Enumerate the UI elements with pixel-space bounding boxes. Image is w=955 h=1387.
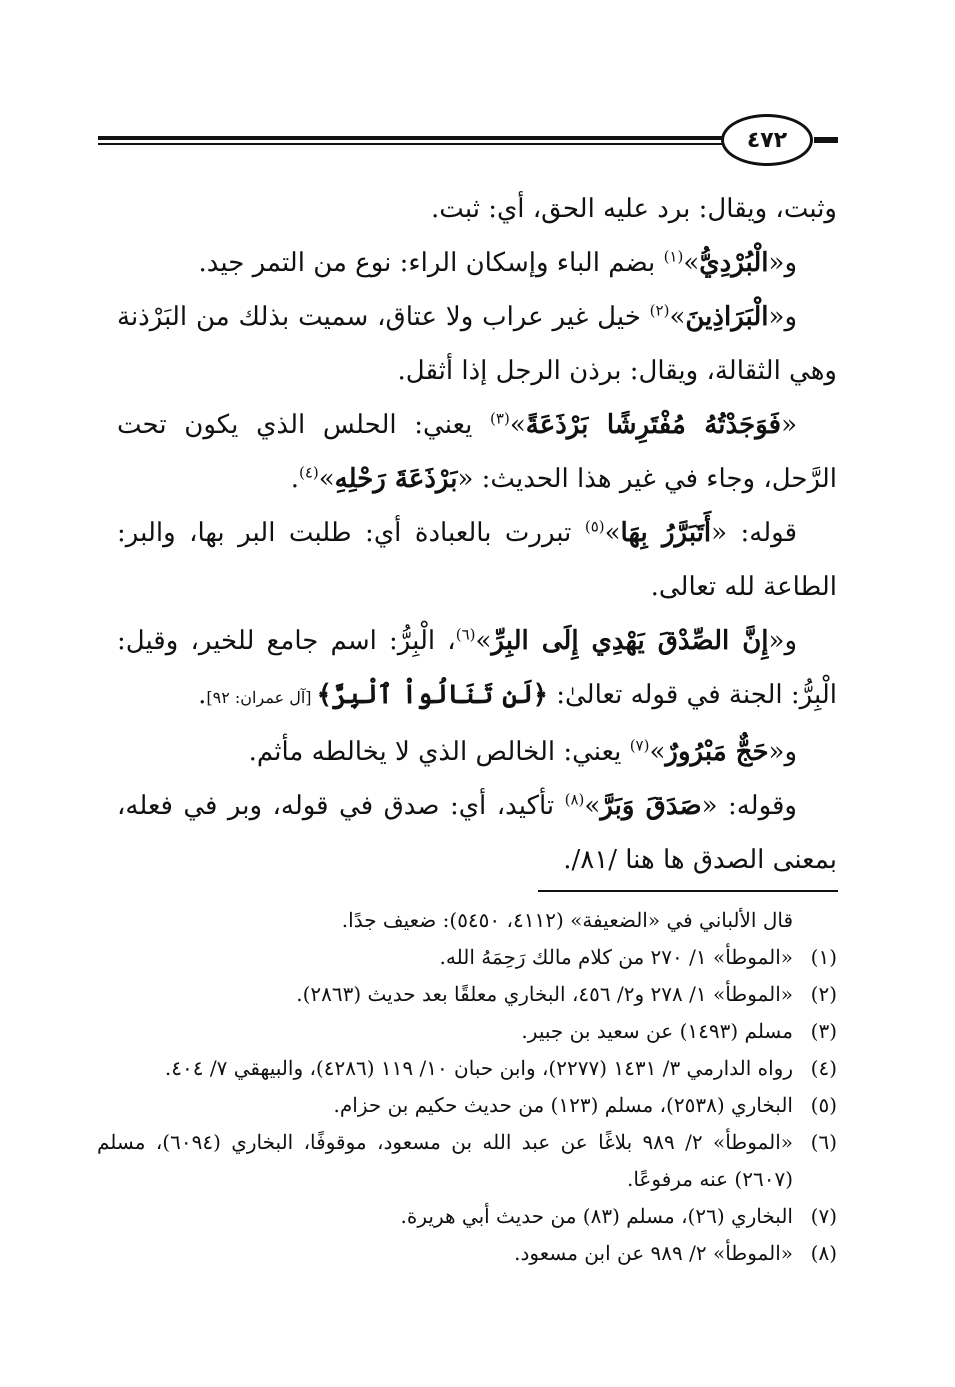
text-run: تبررت بالعبادة أي: طلبت البر بها، والبر: الطاعة لله تعالى. (117, 518, 837, 602)
footnote-number: (٧) (810, 1204, 837, 1228)
page-header (98, 112, 838, 172)
footnote-item (97, 1124, 837, 1198)
footnote-item (97, 1050, 837, 1087)
text-run: » (584, 791, 601, 821)
footnote-separator (538, 890, 838, 892)
text-run: يعني: الحلس الذي يكون تحت الرَّحل، وجاء في غير هذا الحديث: « (117, 410, 837, 494)
page-number: ٤٧٢ (746, 127, 788, 153)
text-run: وثبت، ويقال: برد عليه الحق، أي: ثبت. (431, 194, 837, 224)
quran-reference: [آل عمران: ٩٢] (206, 688, 317, 707)
footnote-text: البخاري (٢٥٣٨)، مسلم (١٢٣) من حديث حكيم بن حزام. (333, 1093, 793, 1117)
text-run: تأكيد، أي: صدق في قوله، وبر في فعله، بمعنى الصدق ها هنا /٨١/. (117, 791, 837, 875)
footnote-item (97, 976, 837, 1013)
footnote-item (97, 1087, 837, 1124)
text-run: » (669, 302, 686, 332)
footnote-continuation: قال الألباني في «الضعيفة» (٤١١٢، ٥٤٥٠): ضعيف جدًا. (341, 908, 793, 932)
paragraph (117, 236, 837, 290)
footnote-text: «الموطأ» ٢/ ٩٨٩ بلاغًا عن عبد الله بن مسعود، موقوفًا، البخاري (٦٠٩٤)، مسلم (٢٦٠٧) عنه مرفوعًا. (97, 1130, 793, 1191)
footnote-number: (٦) (810, 1130, 837, 1154)
footnote-item (97, 939, 837, 976)
footnote-ref: (٤) (298, 463, 319, 482)
text-run: » (649, 737, 666, 767)
highlighted-term: إِنَّ الصِّدْقَ يَهْدِي إِلَى البِرِّ (491, 626, 769, 656)
text-run: يعني: الخالص الذي لا يخالطه مأثم. (248, 737, 630, 767)
text-run: و« (768, 302, 797, 332)
text-run: و« (768, 626, 797, 656)
footnote-ref: (٥) (584, 517, 605, 536)
text-run: بضم الباء وإسكان الراء: نوع من التمر جيد. (198, 248, 664, 278)
page-number-badge (721, 114, 813, 166)
text-run: . (198, 680, 207, 710)
footnote-item (97, 1013, 837, 1050)
footnote-number: (٤) (810, 1056, 837, 1080)
text-run: « (781, 410, 797, 440)
text-run: و« (768, 248, 797, 278)
footnote-ref: (٧) (629, 736, 650, 755)
paragraph (117, 614, 837, 725)
text-run: » (475, 626, 492, 656)
footnote-text: «الموطأ» ٢/ ٩٨٩ عن ابن مسعود. (514, 1241, 793, 1265)
footnote-list (97, 939, 837, 1272)
highlighted-term: حَجٌّ مَبْرُورٌ (665, 737, 769, 767)
footnote-ref: (٦) (455, 625, 476, 644)
footnote-number: (٢) (810, 982, 837, 1006)
text-run: و« (768, 737, 797, 767)
footnote-item (97, 1235, 837, 1272)
footnote-number: (٥) (810, 1093, 837, 1117)
paragraph (117, 506, 837, 614)
paragraph (117, 290, 837, 398)
footnote-text: رواه الدارمي ٣/ ١٤٣١ (٢٢٧٧)، وابن حبان ١٠/ ١١٩ (٤٢٨٦)، والبيهقي ٧/ ٤٠٤. (164, 1056, 793, 1080)
text-run: قوله: « (711, 518, 798, 548)
text-run: وقوله: « (701, 791, 797, 821)
highlighted-term: ﴿لَن تَنَالُواْ ٱلْبِرَّ﴾ (316, 680, 548, 710)
footnote-ref: (١) (663, 247, 684, 266)
footnote-ref: (٢) (649, 301, 670, 320)
footnote-number: (١) (810, 945, 837, 969)
footnote-text: مسلم (١٤٩٣) عن سعيد بن جبير. (521, 1019, 793, 1043)
footnote-number: (٨) (810, 1241, 837, 1265)
footnote-item (97, 1198, 837, 1235)
text-run: . (290, 464, 299, 494)
text-run: » (604, 518, 621, 548)
footnote-ref: (٣) (490, 409, 510, 428)
highlighted-term: فَوَجَدْتُهُ مُفْتَرِشًا بَرْذَعَةً (525, 410, 782, 440)
paragraph (117, 725, 837, 779)
highlighted-term: الْبُرْدِيُّ (699, 248, 769, 278)
main-text (117, 182, 837, 887)
header-rule-right (814, 137, 838, 143)
footnote-ref: (٨) (564, 790, 585, 809)
footnotes (97, 902, 837, 1272)
paragraph (117, 182, 837, 236)
text-run: » (318, 464, 335, 494)
text-run: خيل غير عراب ولا عتاق، سميت بذلك من البَرْذنة وهي الثقالة، ويقال: برذن الرجل إذا أثقل. (117, 302, 837, 386)
highlighted-term: صَدَقَ وَبَرَّ (600, 791, 702, 821)
text-run: » (509, 410, 526, 440)
footnote-text: «الموطأ» ١/ ٢٧٠ من كلام مالك رَحِمَهُ الله. (439, 945, 793, 969)
highlighted-term: أَتَبَرَّرُ بِهَا (620, 518, 712, 548)
paragraph (117, 779, 837, 887)
footnote-text: «الموطأ» ١/ ٢٧٨ و٢/ ٤٥٦، البخاري معلقًا بعد حديث (٢٨٦٣). (296, 982, 793, 1006)
footnote-number: (٣) (810, 1019, 837, 1043)
paragraph (117, 398, 837, 506)
highlighted-term: بَرْذَعَةَ رَحْلِهِ (334, 464, 458, 494)
header-rule (98, 136, 728, 140)
header-rule-thin (98, 143, 728, 145)
text-run: ، الْبِرُّ: اسم جامع للخير، وقيل: الْبِرُّ: الجنة في قوله تعالىٰ: (117, 626, 837, 710)
text-run: » (683, 248, 700, 278)
footnote-text: البخاري (٢٦)، مسلم (٨٣) من حديث أبي هريرة. (400, 1204, 793, 1228)
highlighted-term: الْبَرَاذِينَ (685, 302, 769, 332)
